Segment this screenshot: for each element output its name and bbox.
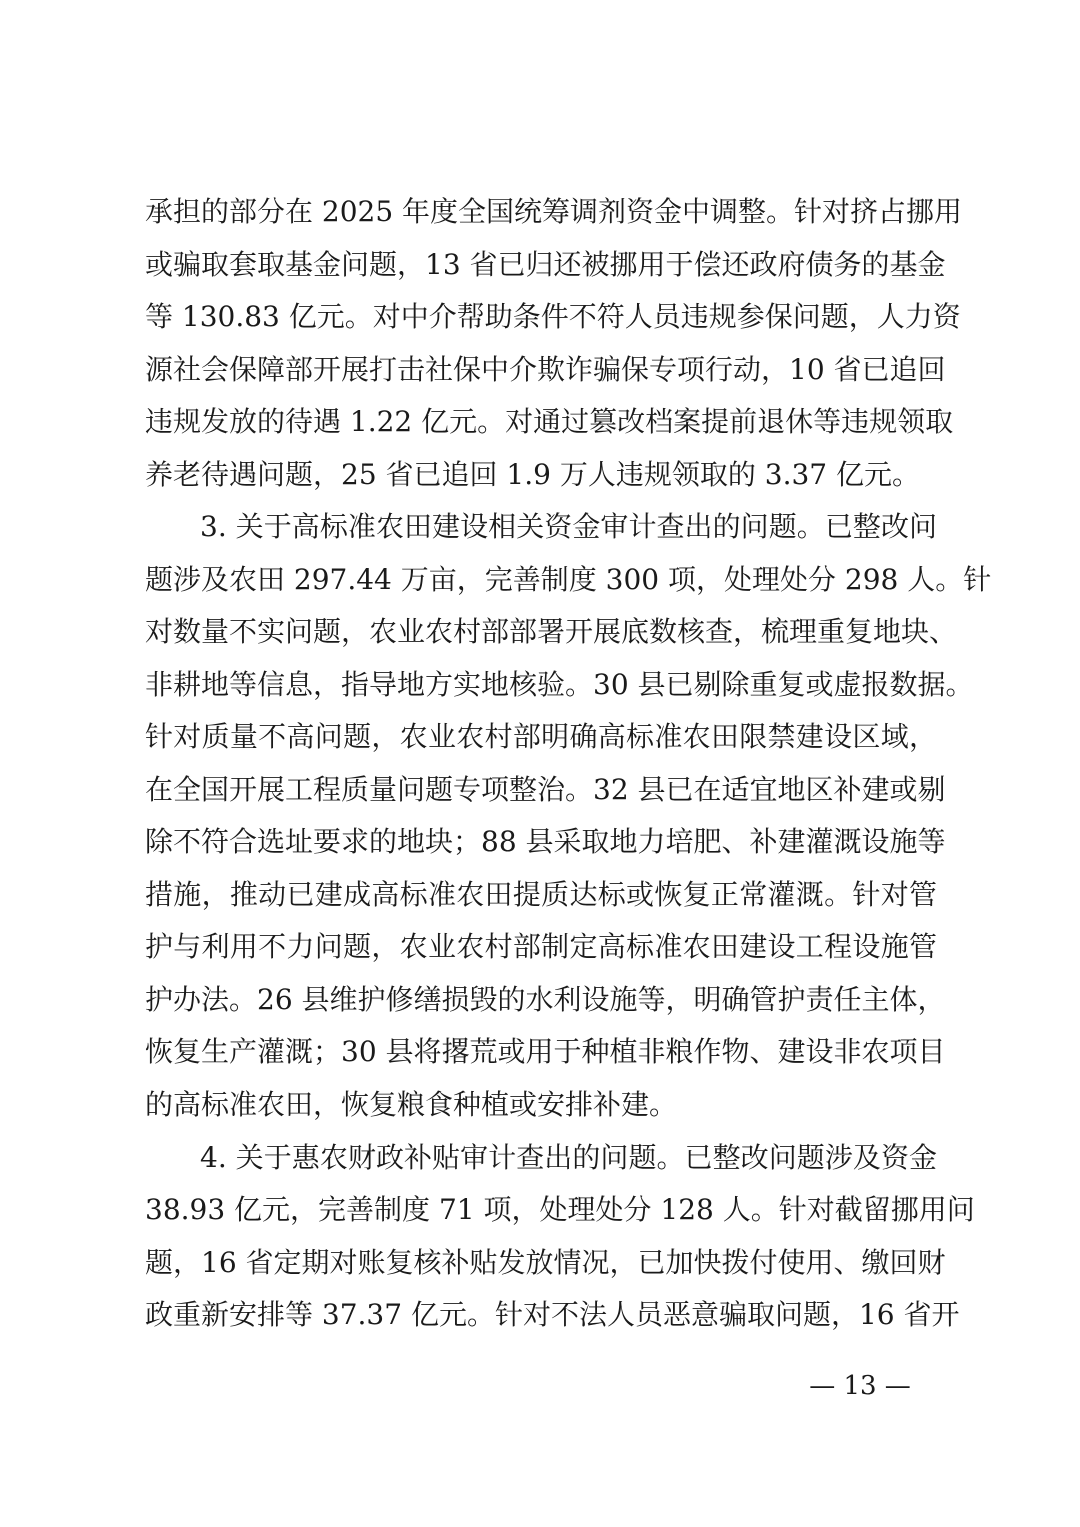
text-line: 养老待遇问题，25 省已追回 1.9 万人违规领取的 3.37 亿元。 [145,458,921,491]
page-number: — 13 — [809,1371,911,1401]
text-line: 政重新安排等 37.37 亿元。针对不法人员恶意骗取问题，16 省开 [145,1298,960,1331]
text-line: 的高标准农田，恢复粮食种植或安排补建。 [145,1088,678,1121]
text-line: 承担的部分在 2025 年度全国统筹调剂资金中调整。针对挤占挪用 [145,195,963,228]
text-line: 题涉及农田 297.44 万亩，完善制度 300 项，处理处分 298 人。针 [145,563,992,596]
text-line: 源社会保障部开展打击社保中介欺诈骗保专项行动，10 省已追回 [145,353,946,386]
text-line: 违规发放的待遇 1.22 亿元。对通过篡改档案提前退休等违规领取 [145,405,954,438]
text-line: 恢复生产灌溉；30 县将撂荒或用于种植非粮作物、建设非农项目 [145,1035,946,1068]
section-heading-line: 3. 关于高标准农田建设相关资金审计查出的问题。已整改问 [200,510,937,543]
text-line: 或骗取套取基金问题，13 省已归还被挪用于偿还政府债务的基金 [145,248,946,281]
text-line: 非耕地等信息，指导地方实地核验。30 县已剔除重复或虚报数据。 [145,668,974,701]
text-line: 等 130.83 亿元。对中介帮助条件不符人员违规参保问题，人力资 [145,300,961,333]
text-line: 针对质量不高问题，农业农村部明确高标准农田限禁建设区域， [145,720,937,753]
text-line: 措施，推动已建成高标准农田提质达标或恢复正常灌溉。针对管 [145,878,937,911]
text-line: 对数量不实问题，农业农村部部署开展底数核查，梳理重复地块、 [145,615,958,648]
text-line: 题，16 省定期对账复核补贴发放情况，已加快拨付使用、缴回财 [145,1246,946,1279]
text-line: 38.93 亿元，完善制度 71 项，处理处分 128 人。针对截留挪用问 [145,1193,975,1226]
section-heading-line: 4. 关于惠农财政补贴审计查出的问题。已整改问题涉及资金 [200,1141,937,1174]
text-line: 在全国开展工程质量问题专项整治。32 县已在适宜地区补建或剔 [145,773,946,806]
text-line: 护与利用不力问题，农业农村部制定高标准农田建设工程设施管 [145,930,937,963]
text-line: 除不符合选址要求的地块；88 县采取地力培肥、补建灌溉设施等 [145,825,946,858]
text-line: 护办法。26 县维护修缮损毁的水利设施等，明确管护责任主体， [145,983,946,1016]
